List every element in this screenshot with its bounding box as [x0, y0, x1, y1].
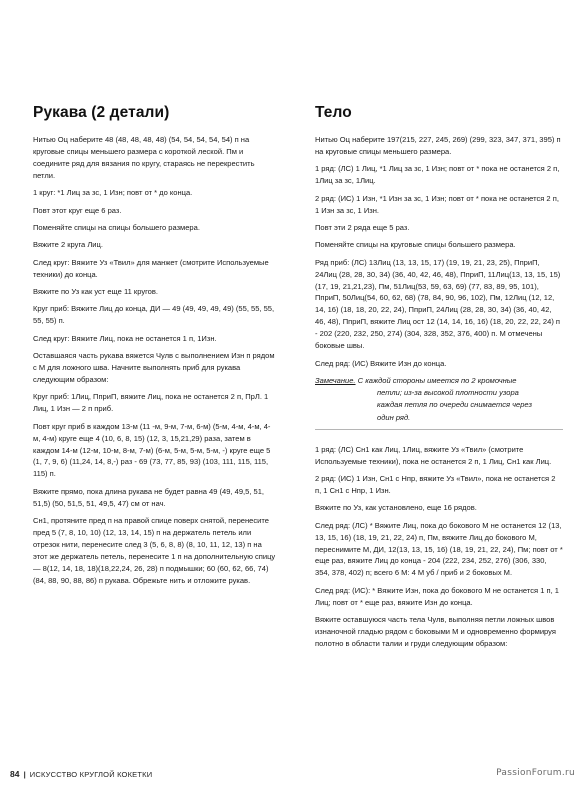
note-block: [315, 375, 563, 430]
note-line: каждая петля по очереди снимается через: [377, 400, 533, 410]
paragraph: Поменяйте спицы на спицы большего размера.: [33, 222, 200, 232]
paragraph: 2 ряд: (ИС) 1 Изн, Сн1 с Нпр, вяжите Уз «Твил», пока не останется 2 п, 1 Сн1 с Нпр, 1 Изн.: [315, 474, 556, 495]
note-first-line: [315, 375, 563, 387]
paragraph: Нитью Оц наберите 197(215, 227, 245, 269) (299, 323, 347, 371, 395) п на круговые спицы меньшего размера.: [315, 135, 561, 156]
page-number: 84: [10, 769, 20, 779]
paragraph: След круг: Вяжите Лиц, пока не останется 1 п, 1Изн.: [33, 333, 217, 343]
paragraph: Вяжите 2 круга Лиц.: [33, 240, 103, 250]
paragraph: Сн1, протяните пред п на правой спице поверх снятой, перенесите пред 5 (7, 8, 10, 10) (12, 13, 14, 15) п на держатель петель или отрезок нити, перенесите след 3 (5, 6, 8, 8) (8, 10, 11, 12, 13) п на этот же держатель петель, перенесите 1 п на дополнительную спицу — 8(12, 14, 18, 18)(18,22,24, 26, 28) п подмышки; 60 (60, 62, 66, 74) (84, 88, 90, 88, 86) п рукава. Обрежьте нить и отложите рукав.: [33, 516, 276, 585]
right-column: [315, 104, 563, 655]
paragraph: Вяжите прямо, пока длина рукава не будет равна 49 (49, 49,5, 51, 51,5) (50, 51,5, 51, 49,5, 47) см от нач.: [33, 486, 265, 508]
book-title: ИСКУССТВО КРУГЛОЙ КОКЕТКИ: [29, 770, 153, 779]
paragraph: Ряд приб: (ЛС) 13Лиц (13, 13, 15, 17) (19, 19, 21, 23, 25), ПприП, 24Лиц (28, 28, 30, 34) (36, 40, 42, 46, 48), ПприП, 11Лиц(13, 13, 15, 15) (17, 19, 21,21,23), Пм, 51Лиц(53, 59, 63, 69) (77, 83, 89, 95, 101), ПприП, 50Лиц(54, 60, 62, 68) (78, 84, 90, 96, 102), Пм, 12Лиц (12, 12, 14, 16) (18, 18, 20, 22, 24), ПприП, 24Лиц (28, 28, 30, 34) (36, 40, 42, 46, 48), ПприП, вяжите Лиц ост 12 (14, 14, 16, 16) (18, 20, 22, 22, 24) п - 202 (220, 232, 250, 274) (304, 328, 352, 376, 400) п. М отмечены боковые швы.: [315, 257, 561, 351]
page-footer: [0, 760, 587, 800]
sleeves-heading: Рукава (2 детали): [33, 104, 170, 121]
paragraph: Поменяйте спицы на круговые спицы большего размера.: [315, 240, 516, 250]
paragraph: Повт этот круг еще 6 раз.: [33, 205, 122, 215]
paragraph: 2 ряд: (ИС) 1 Изн, *1 Изн за зс, 1 Изн; повт от * пока не останется 2 п, 1 Изн за зс, 1 Изн.: [315, 193, 559, 215]
paragraph: Вяжите оставшуюся часть тела Чулв, выполняя петли ложных швов изнаночной гладью рядом с боковыми М и одновременно формируя полотно в области талии и груди следующим образом:: [315, 615, 556, 648]
body-heading: Тело: [315, 104, 352, 121]
footer-separator: |: [23, 770, 26, 779]
paragraph: 1 ряд: (ЛС) Сн1 как Лиц, 1Лиц, вяжите Уз «Твил» (смотрите Используемые техники), пока не останется 2 п, 1 Лиц, Сн1 как Лиц.: [315, 444, 552, 466]
paragraph: Вяжите по Уз, как установлено, еще 16 рядов.: [315, 503, 477, 513]
paragraph: След круг: Вяжите Уз «Твил» для манжет (смотрите Используемые техники) до конца.: [33, 257, 269, 279]
paragraph: Вяжите по Уз как уст еще 11 кругов.: [33, 287, 158, 297]
note-text: С каждой стороны имеется по 2 кромочные: [357, 375, 517, 385]
paragraph: След ряд: (ИС) Вяжите Изн до конца.: [315, 358, 447, 368]
note-line: один ряд.: [377, 412, 411, 422]
paragraph: След ряд: (ИС): * Вяжите Изн, пока до бокового М не останется 1 п, 1 Лиц; повт от * еще раз, вяжите Изн до конца.: [315, 585, 559, 607]
paragraph: Нитью Оц наберите 48 (48, 48, 48, 48) (54, 54, 54, 54, 54) п на круговые спицы меньшего размера с короткой леской. Пм и соедините ряд для вязания по кругу, стараясь не перекрестить петли.: [33, 135, 255, 180]
paragraph: Повт круг приб в каждом 13-м (11 -м, 9-м, 7-м, 6-м) (5-м, 4-м, 4-м, 4-м, 4-м) круге еще 4 (10, 6, 8, 15) (12, 3, 15,21,29) раза, затем в каждом 14-м (12-м, 10-м, 8-м, 7-м) (6-м, 5-м, 5-м, 5-м, -) круге еще 5 (1, 7, 9, 6) (11,24, 14, 8,-) раз - 69 (73, 77, 85, 93) (103, 111, 115, 115, 115) п.: [33, 421, 271, 479]
paragraph: Оставшаяся часть рукава вяжется Чулв с выполнением Изн п рядом с М для ложного шва. Начните выполнять приб для рукава следующим образом:: [33, 351, 275, 384]
note-label: Замечание.: [315, 375, 356, 385]
paragraph: Круг приб: Вяжите Лиц до конца, ДИ — 49 (49, 49, 49, 49) (55, 55, 55, 55, 55) п.: [33, 304, 275, 326]
note-line: петли; из-за высокой плотности узора: [377, 388, 519, 398]
footer-text: [10, 769, 152, 779]
paragraph: 1 круг: *1 Лиц за зс, 1 Изн; повт от * до конца.: [33, 188, 193, 198]
left-column: [33, 104, 277, 592]
paragraph: Повт эти 2 ряда еще 5 раз.: [315, 222, 410, 232]
paragraph: След ряд: (ЛС) * Вяжите Лиц, пока до бокового М не останется 12 (13, 13, 15, 16) (18, 19, 21, 22, 24) п, Пм, вяжите Лиц до бокового М, переснимите М, ДИ, 12(13, 13, 15, 16) (18, 19, 21, 22, 24), Пм; повт от * еще раз, вяжите Лиц до конца - 204 (222, 234, 252, 276) (306, 330, 354, 378, 402) п; всего 6 М: 4 М уб / приб и 2 боковых М.: [315, 520, 563, 578]
watermark: PassionForum.ru: [496, 768, 575, 778]
paragraph: Круг приб: 1Лиц, ПприП, вяжите Лиц, пока не останется 2 п, ПрЛ. 1 Лиц, 1 Изн — 2 п приб.: [33, 392, 269, 414]
paragraph: 1 ряд: (ЛС) 1 Лиц, *1 Лиц за зс, 1 Изн; повт от * пока не останется 2 п, 1Лиц за зс, 1Лиц.: [315, 164, 560, 186]
